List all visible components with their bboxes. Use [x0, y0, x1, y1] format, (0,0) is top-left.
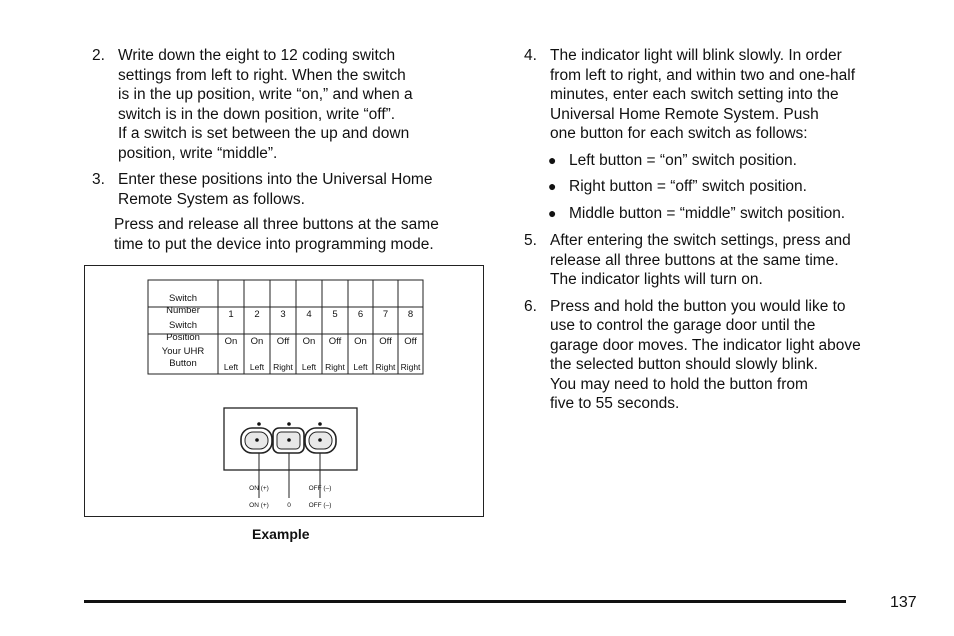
row-label-uhr-button-line1: Your UHR	[161, 346, 205, 357]
uhr-button-cell: Left	[301, 362, 317, 372]
step-number: 2.	[92, 47, 105, 64]
instruction-step-5	[524, 231, 924, 290]
switch-number-cell: 5	[332, 309, 338, 320]
step-text-line: is in the up position, write “on,” and when a	[118, 86, 413, 103]
row-label-uhr-button-line2: Button	[169, 358, 197, 369]
switch-number-cell: 1	[228, 309, 234, 320]
uhr-button-cell: Left	[353, 362, 368, 372]
instruction-step-2	[92, 46, 492, 163]
bullet-icon: ●	[548, 178, 557, 194]
step-text-line: switch is in the down position, write “off”.	[118, 105, 396, 123]
instruction-step-3	[92, 170, 492, 209]
step-text-line: settings from left to right. When the switch	[118, 66, 406, 84]
list-item	[524, 204, 924, 224]
callout-left-bottom: ON (+)	[249, 502, 269, 509]
instruction-step-4	[524, 46, 924, 144]
switch-position-cell: On	[224, 336, 238, 347]
switch-position-cell: Off	[276, 336, 290, 347]
switch-position-cell: Off	[328, 336, 342, 347]
switch-mapping-list	[524, 151, 924, 224]
left-column	[92, 46, 492, 264]
step-text-line: use to control the garage door until the	[550, 317, 816, 334]
footer-rule	[84, 600, 846, 603]
step-number: 6.	[524, 297, 537, 315]
example-figure	[84, 265, 484, 517]
switch-number-cell: 3	[280, 309, 286, 320]
row-label-switch-number-line1: Switch	[169, 293, 197, 304]
row-label-switch-position-line1: Switch	[169, 320, 197, 331]
step-text-line: five to 55 seconds.	[550, 395, 680, 412]
switch-number-cell: 7	[382, 309, 389, 320]
callout-middle-bottom: 0	[287, 502, 291, 509]
step-number: 4.	[524, 47, 537, 64]
switch-position-cell: Off	[379, 336, 392, 347]
step-text-line: Press and hold the button you would like to	[550, 297, 846, 315]
figure-caption: Example	[252, 526, 310, 542]
uhr-button-cell: Right	[325, 362, 345, 372]
step-text-line: position, write “middle”.	[118, 144, 278, 162]
note-text-line: Press and release all three buttons at the same	[114, 216, 439, 233]
list-item	[524, 177, 924, 197]
step-text-line: The indicator light will blink slowly. In order	[550, 47, 842, 64]
uhr-button-cell: Right	[375, 362, 396, 372]
uhr-button-cell: Left	[223, 362, 239, 372]
step-3-note	[92, 215, 492, 254]
uhr-button-cell: Right	[400, 362, 421, 372]
list-item	[524, 151, 924, 171]
uhr-button-cell: Right	[273, 362, 293, 372]
bullet-text: Left button = “on” switch position.	[569, 151, 797, 169]
step-text-line: After entering the switch settings, press and	[550, 232, 851, 249]
callout-left-top: ON (+)	[249, 485, 269, 492]
step-text-line: If a switch is set between the up and down	[118, 125, 410, 142]
callout-right-bottom: OFF (–)	[308, 502, 332, 509]
bullet-text: Right button = “off” switch position.	[569, 178, 807, 195]
callout-right-top: OFF (–)	[308, 485, 332, 492]
switch-number-cell: 4	[306, 309, 312, 320]
switch-number-cell: 2	[254, 309, 260, 320]
switch-position-cell: On	[250, 336, 264, 347]
step-text-line: from left to right, and within two and one-half	[550, 66, 855, 84]
bullet-icon: ●	[548, 151, 557, 168]
page-number: 137	[890, 594, 917, 611]
step-text-line: Write down the eight to 12 coding switch	[118, 47, 396, 64]
note-text-line: time to put the device into programming mode.	[114, 235, 434, 253]
step-text-line: Remote System as follows.	[118, 190, 305, 208]
bullet-text: Middle button = “middle” switch position.	[569, 204, 846, 222]
switch-position-cell: Off	[404, 336, 417, 347]
step-text-line: Universal Home Remote System. Push	[550, 105, 819, 123]
switch-position-cell: On	[302, 336, 316, 347]
step-number: 5.	[524, 232, 537, 249]
step-text-line: Enter these positions into the Universal Home	[118, 171, 433, 188]
switch-number-cell: 6	[357, 309, 364, 320]
step-text-line: garage door moves. The indicator light above	[550, 336, 861, 354]
step-text-line: release all three buttons at the same time.	[550, 251, 839, 269]
universal-home-remote-icon	[224, 408, 357, 498]
step-text-line: minutes, enter each switch setting into the	[550, 86, 839, 103]
instruction-step-6	[524, 297, 924, 414]
step-text-line: one button for each switch as follows:	[550, 125, 808, 142]
switch-position-cell: On	[354, 336, 367, 347]
uhr-button-cell: Left	[249, 362, 265, 372]
bullet-icon: ●	[548, 204, 557, 221]
step-text-line: the selected button should slowly blink.	[550, 356, 818, 373]
row-label-switch-position-line2: Position	[166, 332, 200, 343]
step-text-line: The indicator lights will turn on.	[550, 271, 763, 288]
right-column	[524, 46, 924, 421]
row-label-switch-number-line2: Number	[166, 305, 200, 316]
step-text-line: You may need to hold the button from	[550, 375, 808, 393]
switch-number-cell: 8	[407, 309, 414, 320]
step-number: 3.	[92, 171, 105, 188]
